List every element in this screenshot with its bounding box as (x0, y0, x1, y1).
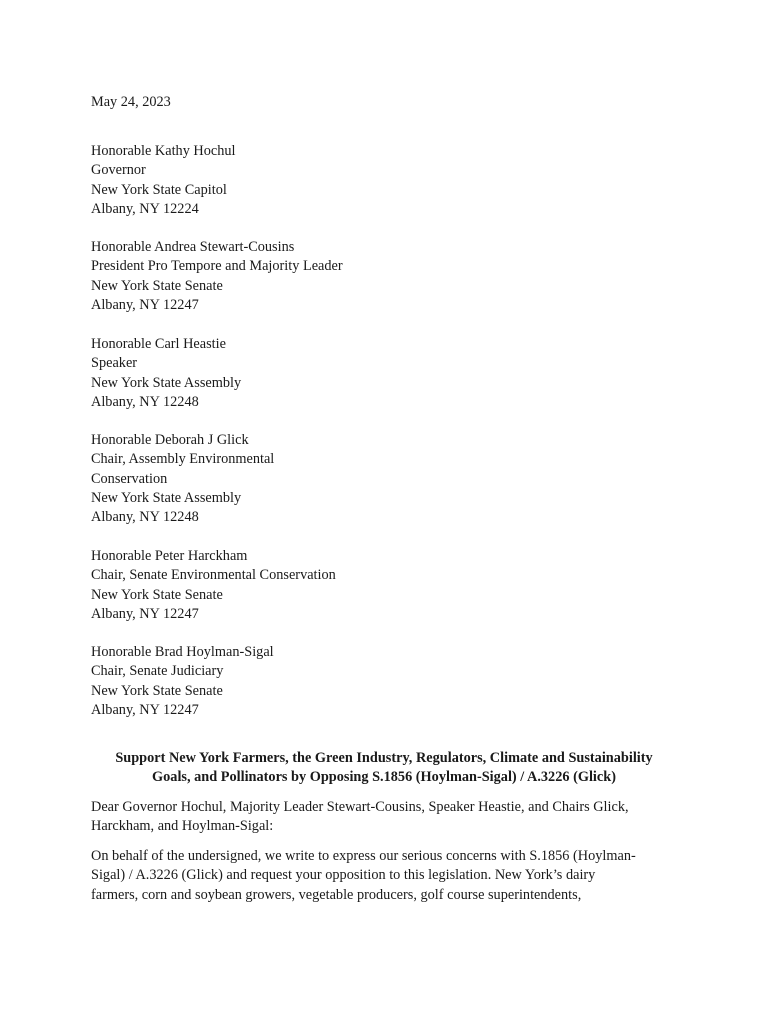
recipient-line: New York State Assembly (91, 489, 242, 506)
letter-subject (91, 749, 677, 788)
recipient-line: Chair, Senate Judiciary (91, 663, 224, 680)
salutation-line: Harckham, and Hoylman-Sigal: (91, 818, 274, 835)
recipient-line: New York State Senate (91, 586, 223, 603)
recipient-line: Governor (91, 162, 146, 179)
recipient-block-hochul (91, 142, 681, 219)
recipient-block-glick (91, 431, 681, 527)
recipient-line: Albany, NY 12247 (91, 296, 199, 313)
recipient-block-stewart-cousins (91, 238, 681, 315)
recipient-line: Chair, Senate Environmental Conservation (91, 567, 336, 584)
recipient-line: Honorable Andrea Stewart-Cousins (91, 239, 295, 255)
subject-line: Support New York Farmers, the Green Industry, Regulators, Climate and Sustainability (115, 750, 653, 766)
letter-body-paragraph (91, 847, 681, 905)
salutation-line: Dear Governor Hochul, Majority Leader Stewart-Cousins, Speaker Heastie, and Chairs Glick, (91, 799, 629, 815)
recipient-line: Albany, NY 12248 (91, 509, 199, 526)
letter-salutation (91, 798, 681, 837)
recipient-block-harckham (91, 547, 681, 624)
recipient-line: Honorable Brad Hoylman-Sigal (91, 644, 274, 660)
recipient-line: Honorable Peter Harckham (91, 548, 248, 564)
recipient-line: Honorable Deborah J Glick (91, 432, 249, 448)
recipient-line: Albany, NY 12247 (91, 605, 199, 622)
recipient-block-heastie (91, 335, 681, 412)
body-line: farmers, corn and soybean growers, vegetable producers, golf course superintendents, (91, 886, 582, 903)
recipient-line: New York State Capitol (91, 181, 227, 198)
recipient-line: Albany, NY 12247 (91, 701, 199, 718)
recipient-line: Albany, NY 12224 (91, 200, 199, 217)
letter-date: May 24, 2023 (91, 94, 171, 110)
recipient-line: Albany, NY 12248 (91, 393, 199, 410)
recipient-line: New York State Assembly (91, 374, 242, 391)
recipient-line: Honorable Carl Heastie (91, 336, 226, 352)
recipient-block-hoylman-sigal (91, 643, 681, 720)
recipient-line: New York State Senate (91, 277, 223, 294)
body-line: On behalf of the undersigned, we write to express our serious concerns with S.1856 (Hoylman- (91, 848, 636, 864)
recipient-line: Chair, Assembly Environmental (91, 451, 275, 468)
recipient-line: Speaker (91, 355, 138, 372)
body-line: Sigal) / A.3226 (Glick) and request your opposition to this legislation. New York’s dairy (91, 867, 596, 884)
recipient-line: Honorable Kathy Hochul (91, 143, 236, 159)
recipient-line: New York State Senate (91, 682, 223, 699)
recipient-line: Conservation (91, 470, 168, 487)
recipient-line: President Pro Tempore and Majority Leader (91, 258, 343, 275)
subject-line: Goals, and Pollinators by Opposing S.1856 (Hoylman-Sigal) / A.3226 (Glick) (152, 769, 616, 786)
